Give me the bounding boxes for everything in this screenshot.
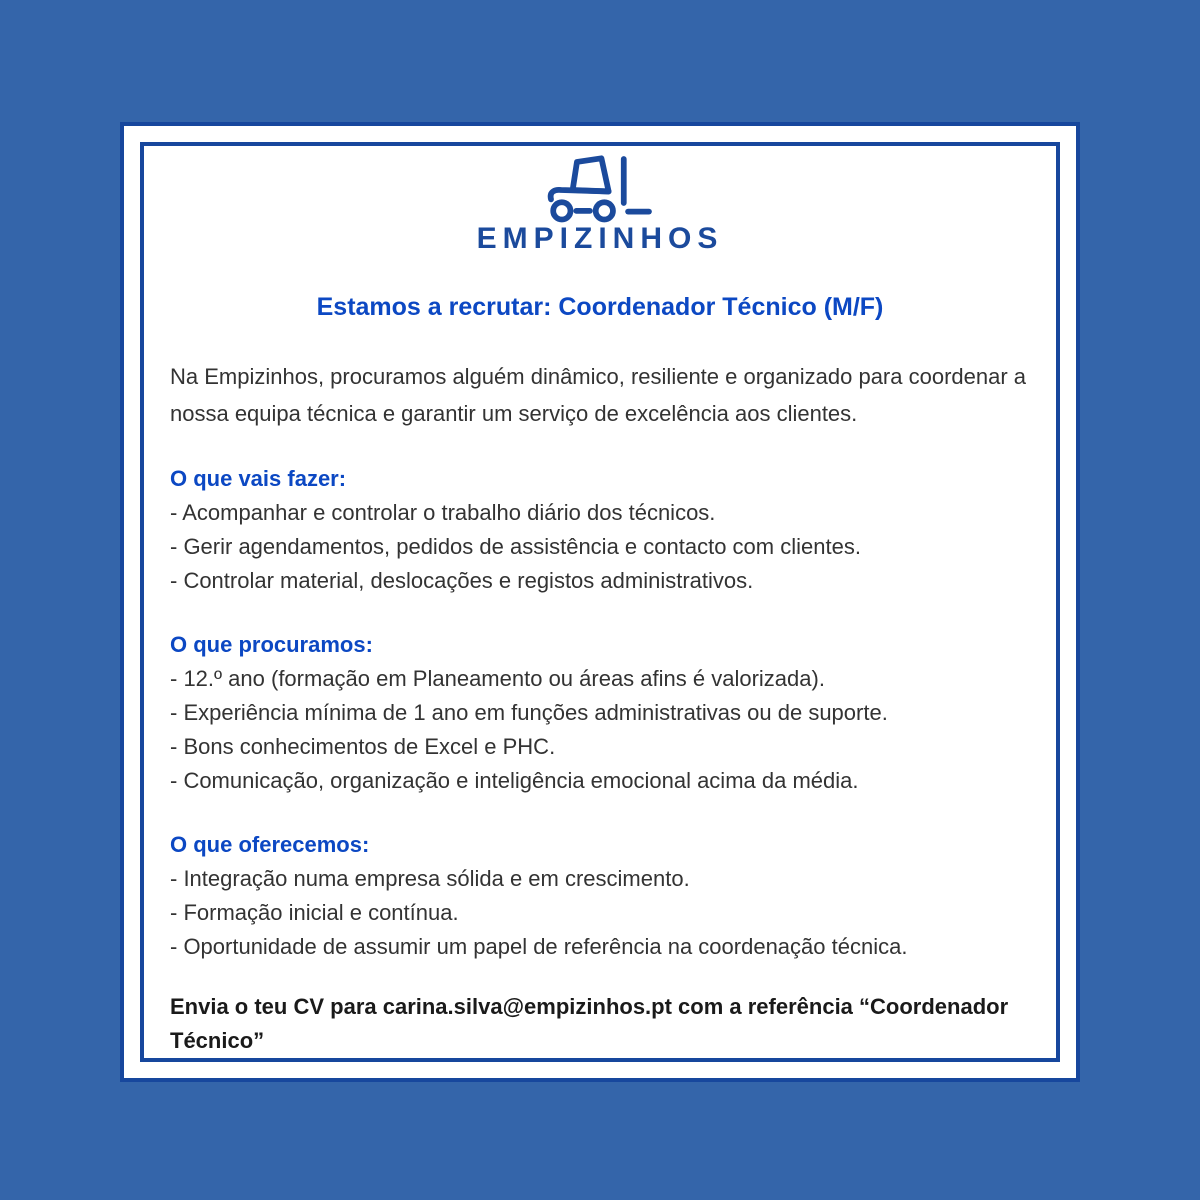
list-item: - 12.º ano (formação em Planeamento ou áreas afins é valorizada). (170, 666, 825, 691)
list-item: - Experiência mínima de 1 ano em funções administrativas ou de suporte. (170, 700, 888, 725)
section-title-offer: O que oferecemos: (170, 832, 370, 857)
list-item: - Oportunidade de assumir um papel de referência na coordenação técnica. (170, 934, 908, 959)
flyer-inner-frame (140, 142, 1060, 1062)
list-item: - Formação inicial e contínua. (170, 900, 459, 925)
intro-paragraph: Na Empizinhos, procuramos alguém dinâmico, resiliente e organizado para coordenar a nossa equipa técnica e garantir um serviço de excelência aos clientes. (170, 364, 1027, 426)
list-item: - Gerir agendamentos, pedidos de assistência e contacto com clientes. (170, 534, 861, 559)
list-item: - Bons conhecimentos de Excel e PHC. (170, 734, 556, 759)
list-item: - Integração numa empresa sólida e em crescimento. (170, 866, 690, 891)
section-title-requirements: O que procuramos: (170, 632, 373, 657)
brand-wordmark: EMPIZINHOS (476, 222, 724, 255)
list-item: - Comunicação, organização e inteligência emocional acima da média. (170, 768, 859, 793)
list-item: - Controlar material, deslocações e registos administrativos. (170, 568, 754, 593)
forklift-icon (541, 154, 659, 226)
flyer-card (120, 122, 1080, 1082)
headline: Estamos a recrutar: Coordenador Técnico (M/F) (316, 293, 884, 321)
logo (170, 154, 1030, 256)
closing-cv-instruction: Envia o teu CV para carina.silva@empizinhos.pt com a referência “Coordenador Técnico” (170, 994, 1009, 1053)
list-item: - Acompanhar e controlar o trabalho diário dos técnicos. (170, 500, 716, 525)
section-title-tasks: O que vais fazer: (170, 466, 347, 491)
